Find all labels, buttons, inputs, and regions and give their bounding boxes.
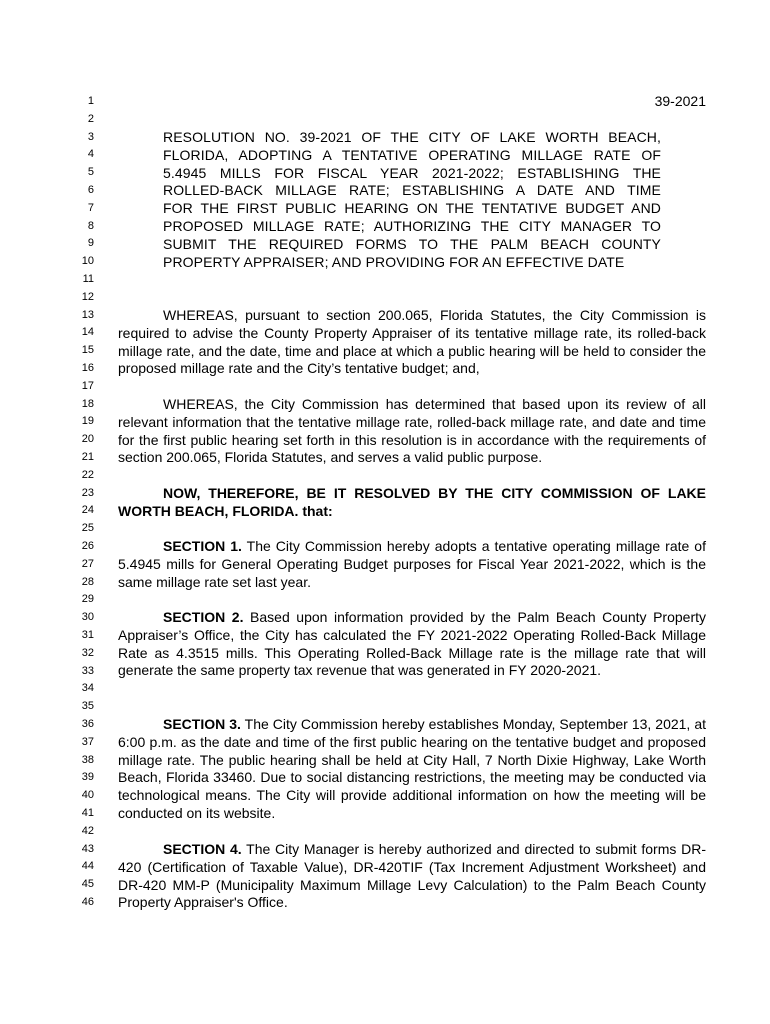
line-number: 2 xyxy=(87,112,94,125)
line-number: 6 xyxy=(87,184,94,196)
section-text: The City Manager is hereby authorized and directed to submit forms DR-420 (Certification of Taxable Value), DR-420TIF (Tax Increment Adjustment Worksheet) and DR-420 MM-P (Municipality Maximum Millage Levy Calculation) to the Palm Beach County Property Appraiser's Office. xyxy=(118,841,707,911)
resolution-number: 39-2021 xyxy=(654,93,706,109)
line-number: 21 xyxy=(81,451,94,463)
line-number: 40 xyxy=(81,789,94,802)
line-number: 15 xyxy=(81,344,94,357)
line-number: 8 xyxy=(87,219,94,232)
line-number: 31 xyxy=(81,629,94,641)
line-number: 28 xyxy=(81,575,94,588)
line-number: 33 xyxy=(81,664,94,677)
line-number: 30 xyxy=(81,611,94,624)
section-1 xyxy=(118,538,706,591)
line-number: 43 xyxy=(81,842,94,855)
line-number: 5 xyxy=(87,166,94,179)
line-number: 7 xyxy=(87,201,94,214)
line-number: 11 xyxy=(82,273,94,285)
line-number: 44 xyxy=(81,860,94,873)
line-number: 14 xyxy=(81,326,94,339)
line-number: 16 xyxy=(81,362,94,374)
line-number: 35 xyxy=(81,700,94,713)
title-line: 5.4945 MILLS FOR FISCAL YEAR 2021-2022; ESTABLISHING THE xyxy=(163,164,661,181)
line-number: 13 xyxy=(81,308,94,321)
line-number: 24 xyxy=(81,504,94,517)
line-number: 27 xyxy=(81,557,94,570)
section-text: The City Commission hereby adopts a tentative operating millage rate of 5.4945 mills for General Operating Budget purposes for Fiscal Year 2021-2022, which is the same millage rate set last year. xyxy=(118,538,706,590)
resolved-clause xyxy=(118,485,706,521)
title-line: PROPERTY APPRAISER; AND PROVIDING FOR AN EFFECTIVE DATE xyxy=(163,253,625,270)
section-3 xyxy=(118,716,706,823)
title-line: FOR THE FIRST PUBLIC HEARING ON THE TENTATIVE BUDGET AND xyxy=(163,200,661,217)
line-number: 25 xyxy=(81,522,94,535)
line-number: 32 xyxy=(81,646,94,659)
line-number: 45 xyxy=(81,878,94,891)
line-number: 3 xyxy=(87,130,94,143)
line-number: 34 xyxy=(81,682,94,695)
section-heading: SECTION 2. xyxy=(163,609,244,625)
whereas-paragraph-2 xyxy=(118,396,706,467)
title-line: RESOLUTION NO. 39-2021 OF THE CITY OF LAKE WORTH BEACH, xyxy=(163,129,661,145)
line-number: 19 xyxy=(81,415,94,428)
line-number: 4 xyxy=(87,148,94,161)
section-heading: SECTION 4. xyxy=(163,841,242,857)
line-number: 39 xyxy=(81,771,94,784)
resolved-text: NOW, THEREFORE, BE IT RESOLVED BY THE CITY COMMISSION OF LAKE WORTH BEACH, FLORIDA. that: xyxy=(118,485,706,519)
line-number: 10 xyxy=(81,255,94,268)
line-number: 20 xyxy=(81,433,94,446)
resolution-title xyxy=(163,129,661,271)
section-text: Based upon information provided by the Palm Beach County Property Appraiser’s Office, the City has calculated the FY 2021-2022 Operating Rolled-Back Millage Rate as 4.3515 mills. This Operating Rolled-Back Millage rate is the millage rate that will generate the same property tax revenue that was generated in FY 2020-2021. xyxy=(118,609,706,679)
line-number: 26 xyxy=(81,540,94,552)
title-line: ROLLED-BACK MILLAGE RATE; ESTABLISHING A DATE AND TIME xyxy=(163,182,661,199)
title-line: FLORIDA, ADOPTING A TENTATIVE OPERATING MILLAGE RATE OF xyxy=(163,146,661,163)
line-number: 37 xyxy=(81,735,94,748)
section-text: The City Commission hereby establishes Monday, September 13, 2021, at 6:00 p.m. as the date and time of the first public hearing on the tentative budget and proposed millage rate. The public hearing shall be held at City Hall, 7 North Dixie Highway, Lake Worth Beach, Florida 33460. Due to social distancing restrictions, the meeting may be conducted via technological means. The City will provide additional information on how the meeting will be conducted on its website. xyxy=(118,716,706,821)
section-heading: SECTION 1. xyxy=(163,538,242,554)
section-4 xyxy=(118,841,706,912)
line-number: 23 xyxy=(81,486,94,499)
line-number: 41 xyxy=(81,807,94,819)
line-number: 22 xyxy=(81,468,94,481)
line-number: 18 xyxy=(81,397,94,410)
section-heading: SECTION 3. xyxy=(163,716,241,732)
line-number: 38 xyxy=(81,753,94,766)
line-number: 29 xyxy=(81,593,94,606)
line-number: 17 xyxy=(81,379,94,392)
line-number: 1 xyxy=(87,95,94,107)
line-number: 42 xyxy=(81,824,94,837)
line-number: 12 xyxy=(81,290,94,303)
section-2 xyxy=(118,609,706,680)
whereas-text: WHEREAS, pursuant to section 200.065, Florida Statutes, the City Commission is required to advise the County Property Appraiser of its tentative millage rate, its rolled-back millage rate, and the date, time and place at which a public hearing will be held to consider the proposed millage rate and the City’s tentative budget; and, xyxy=(118,307,706,377)
line-number: 46 xyxy=(81,896,94,908)
line-number: 36 xyxy=(81,718,94,730)
whereas-text: WHEREAS, the City Commission has determined that based upon its review of all relevant information that the tentative millage rate, rolled-back millage rate, and date and time for the first public hearing set forth in this resolution is in accordance with the requirements of section 200.065, Florida Statutes, and serves a valid public purpose. xyxy=(118,396,706,466)
line-number: 9 xyxy=(87,237,94,250)
title-line: SUBMIT THE REQUIRED FORMS TO THE PALM BEACH COUNTY xyxy=(163,235,661,252)
whereas-paragraph-1 xyxy=(118,307,706,378)
title-line: PROPOSED MILLAGE RATE; AUTHORIZING THE CITY MANAGER TO xyxy=(163,217,661,234)
